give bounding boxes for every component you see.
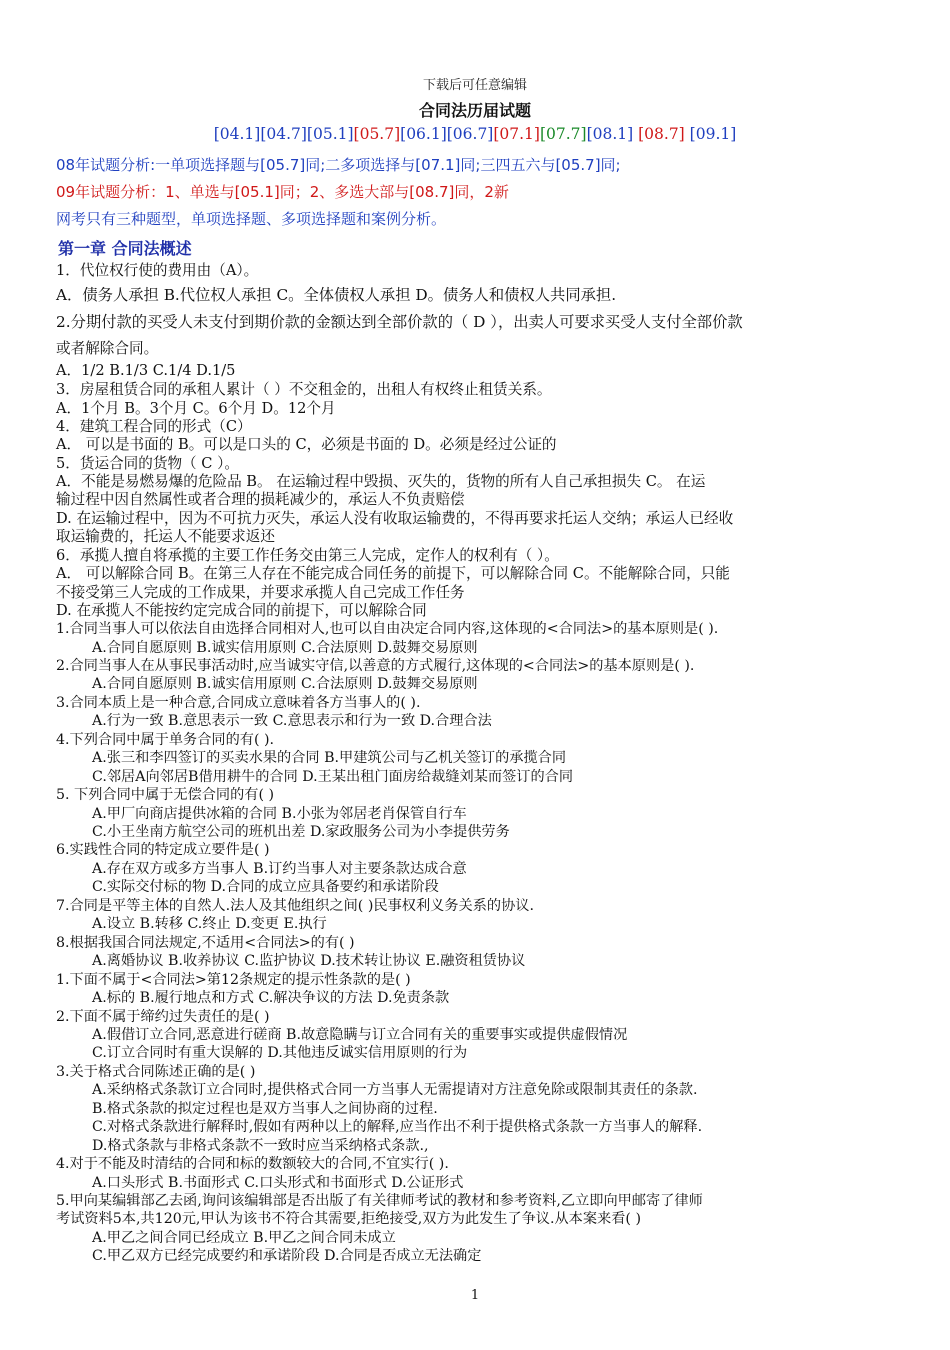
question-line: 2.下面不属于缔约过失责任的是( ): [56, 1008, 270, 1025]
page-header: 下载后可任意编辑: [422, 78, 527, 93]
answer-options: A.存在双方或多方当事人 B.订约当事人对主要条款达成合意: [92, 860, 467, 877]
answer-options: A.设立 B.转移 C.终止 D.变更 E.执行: [92, 916, 327, 933]
question-line: 取运输费的，托运人不能要求返还: [56, 528, 275, 545]
question-line: 1．代位权行使的费用由（A）。: [56, 262, 259, 279]
answer-options: A.甲厂向商店提供冰箱的合同 B.小张为邻居老肖保管自行车: [92, 805, 467, 822]
answer-options: C.小王坐南方航空公司的班机出差 D.家政服务公司为小李提供劳务: [92, 824, 510, 840]
answer-options: A.假借订立合同,恶意进行磋商 B.故意隐瞒与订立合同有关的重要事实或提供虚假情况: [92, 1026, 628, 1043]
answer-options: A.张三和李四签订的买卖水果的合同 B.甲建筑公司与乙机关签订的承揽合同: [92, 750, 567, 767]
session-code: [05.1]: [306, 125, 354, 143]
question-line: D. 在运输过程中，因为不可抗力灭失，承运人没有收取运输费的，不得再要求托运人交纳；承运人已经收: [56, 510, 734, 527]
question-line: 或者解除合同。: [56, 340, 159, 357]
question-line: 5．货运合同的货物（ C ）。: [56, 455, 239, 472]
question-line: 5.甲向某编辑部乙去函,询问该编辑部是否出版了有关律师考试的教材和参考资料,乙立即向甲邮寄了律师: [56, 1192, 703, 1209]
analysis-2009: 09年试题分析：1、单选与[05.1]同；2、多选大部与[08.7]同，2新: [56, 183, 509, 201]
question-line: 2.分期付款的买受人未支付到期价款的金额达到全部价款的（ D ），出卖人可要求买受人支付全部价款: [56, 313, 743, 331]
question-line: 7.合同是平等主体的自然人.法人及其他组织之间( )民事权利义务关系的协议.: [56, 897, 534, 914]
answer-options: A.行为一致 B.意思表示一致 C.意思表示和行为一致 D.合理合法: [92, 713, 492, 730]
chapter-heading: 第一章 合同法概述: [58, 239, 192, 258]
question-line: 3.合同本质上是一种合意,合同成立意味着各方当事人的( ).: [56, 694, 421, 711]
question-line: 2.合同当事人在从事民事活动时,应当诚实守信,以善意的方式履行,这体现的<合同法>的基本原则是( ).: [56, 657, 695, 674]
answer-options: C.邻居A向邻居B借用耕牛的合同 D.王某出租门面房给裁缝刘某而签订的合同: [92, 768, 574, 785]
answer-options: A.离婚协议 B.收养协议 C.监护协议 D.技术转让协议 E.融资租赁协议: [92, 953, 526, 970]
question-line: 输过程中因自然属性或者合理的损耗减少的，承运人不负责赔偿: [56, 491, 465, 508]
question-line: 不接受第三人完成的工作成果，并要求承揽人自己完成工作任务: [56, 584, 465, 601]
question-line: A．1/2 B.1/3 C.1/4 D.1/5: [56, 362, 236, 379]
answer-options: C.对格式条款进行解释时,假如有两种以上的解释,应当作出不利于提供格式条款一方当事人的解释.: [92, 1119, 703, 1136]
answer-options: A.采纳格式条款订立合同时,提供格式合同一方当事人无需提请对方注意免除或限制其责任的条款.: [92, 1082, 698, 1099]
answer-options: A.合同自愿原则 B.诚实信用原则 C.合法原则 D.鼓舞交易原则: [92, 676, 478, 693]
question-line: 1.合同当事人可以依法自由选择合同相对人,也可以自由决定合同内容,这体现的<合同法>的基本原则是( ).: [56, 621, 719, 637]
question-line: D. 在承揽人不能按约定完成合同的前提下，可以解除合同: [56, 602, 427, 619]
answer-options: B.格式条款的拟定过程也是双方当事人之间协商的过程.: [92, 1100, 438, 1117]
session-code: [08.1]: [586, 125, 639, 143]
session-code: [08.7]: [638, 125, 690, 143]
answer-options: C.实际交付标的物 D.合同的成立应具备要约和承诺阶段: [92, 879, 439, 896]
question-line: 考试资料5本,共120元,甲认为该书不符合其需要,拒绝接受,双方为此发生了争议.从本案来看( ): [56, 1211, 641, 1228]
session-code: [05.7]: [353, 125, 401, 143]
answer-options: C.订立合同时有重大误解的 D.其他违反诚实信用原则的行为: [92, 1045, 468, 1062]
question-line: 6.实践性合同的特定成立要件是( ): [56, 842, 270, 859]
answer-options: D.格式条款与非格式条款不一致时应当采纳格式条款.,: [92, 1137, 429, 1154]
question-line: 4．建筑工程合同的形式（C）: [56, 418, 252, 435]
question-line: A．1个月 B。3个月 C。6个月 D。12个月: [56, 400, 336, 417]
answer-options: C.甲乙双方已经完成要约和承诺阶段 D.合同是否成立无法确定: [92, 1248, 482, 1265]
question-line: 4.下列合同中属于单务合同的有( ).: [56, 731, 275, 748]
session-code: [07.1]: [493, 125, 540, 143]
session-code: [04.1]: [213, 125, 261, 143]
session-code: [04.7]: [260, 125, 307, 143]
question-line: A． 可以是书面的 B。可以是口头的 C，必须是书面的 D。必须是经过公证的: [56, 436, 557, 453]
question-line: A．债务人承担 B.代位权人承担 C。全体债权人承担 D。债务人和债权人共同承担.: [56, 286, 617, 304]
question-line: A．不能是易燃易爆的危险品 B。 在运输过程中毁损、灭失的，货物的所有人自己承担损失 C。 在运: [56, 473, 706, 490]
session-code: [09.1]: [689, 125, 737, 143]
question-line: 3.关于格式合同陈述正确的是( ): [56, 1063, 256, 1080]
online-exam-note: 网考只有三种题型，单项选择题、多项选择题和案例分析。: [56, 210, 447, 228]
session-code: [06.1]: [400, 125, 447, 143]
question-line: 5. 下列合同中属于无偿合同的有( ): [56, 787, 275, 803]
question-line: 1.下面不属于<合同法>第12条规定的提示性条款的是( ): [56, 971, 411, 988]
analysis-2008: 08年试题分析:一单项选择题与[05.7]同;二多项选择与[07.1]同;三四五六与[05.7]同;: [56, 156, 621, 174]
answer-options: A.口头形式 B.书面形式 C.口头形式和书面形式 D.公证形式: [92, 1174, 464, 1191]
answer-options: A.标的 B.履行地点和方式 C.解决争议的方法 D.免责条款: [92, 990, 450, 1006]
session-code: [06.7]: [446, 125, 494, 143]
question-line: 8.根据我国合同法规定,不适用<合同法>的有( ): [56, 934, 355, 951]
exam-session-codes: [0, 125, 950, 143]
question-line: 4.对于不能及时清结的合同和标的数额较大的合同,不宜实行( ).: [56, 1156, 449, 1172]
answer-options: A.甲乙之间合同已经成立 B.甲乙之间合同未成立: [92, 1229, 396, 1246]
question-line: 3．房屋租赁合同的承租人累计（ ）不交租金的，出租人有权终止租赁关系。: [56, 381, 552, 398]
page-number: 1: [470, 1288, 480, 1303]
answer-options: A.合同自愿原则 B.诚实信用原则 C.合法原则 D.鼓舞交易原则: [92, 639, 478, 656]
question-line: 6．承揽人擅自将承揽的主要工作任务交由第三人完成，定作人的权利有（ ）。: [56, 547, 559, 564]
session-code: [07.7]: [539, 125, 587, 143]
document-title: 合同法历届试题: [418, 101, 531, 120]
question-line: A． 可以解除合同 B。在第三人存在不能完成合同任务的前提下，可以解除合同 C。不能解除合同，只能: [56, 565, 730, 582]
